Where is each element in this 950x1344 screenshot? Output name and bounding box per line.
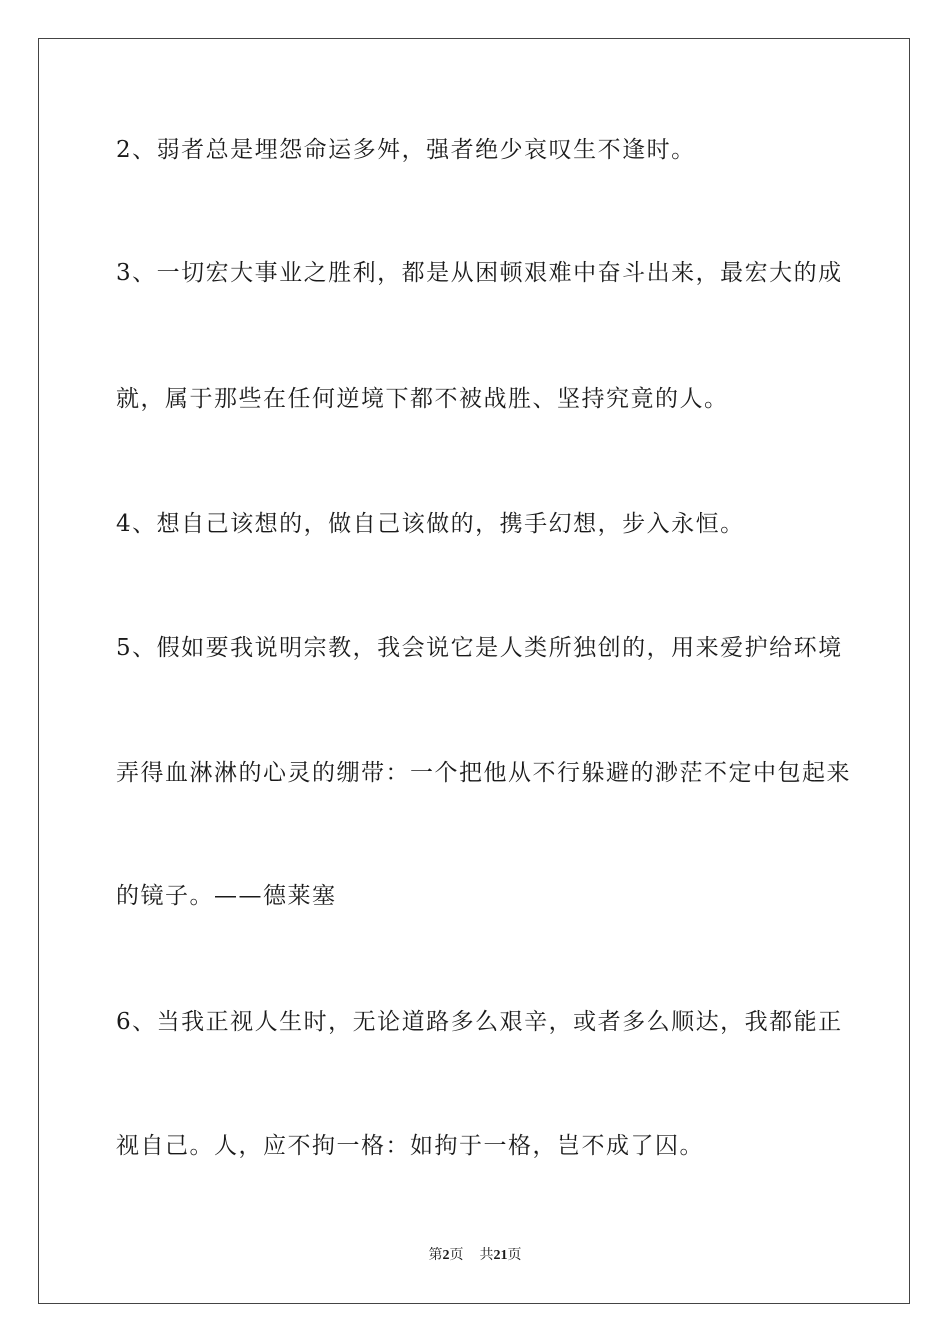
total-pages: 21 [493,1248,508,1263]
paragraph-line: 3、一切宏大事业之胜利，都是从困顿艰难中奋斗出来，最宏大的成 [116,260,843,286]
paragraph-line: 视自己。人，应不拘一格：如拘于一格，岂不成了囚。 [116,1133,704,1159]
page-footer [0,1247,950,1265]
paragraph-line: 就，属于那些在任何逆境下都不被战胜、坚持究竟的人。 [116,386,729,412]
paragraph-line: 弄得血淋淋的心灵的绷带：一个把他从不行躲避的渺茫不定中包起来 [116,760,851,786]
paragraph-line: 的镜子。——德莱塞 [116,883,337,909]
total-suffix: 页 [507,1248,522,1263]
paragraph-line: 2、弱者总是埋怨命运多舛，强者绝少哀叹生不逢时。 [116,137,696,163]
paragraph-line: 5、假如要我说明宗教，我会说它是人类所独创的，用来爱护给环境 [116,635,843,661]
paragraph-line: 4、想自己该想的，做自己该做的，携手幻想，步入永恒。 [116,511,745,537]
total-prefix: 共 [479,1248,494,1263]
page-border [38,38,910,1304]
page-suffix: 页 [449,1248,464,1263]
page-number: 2 [442,1248,450,1263]
page-prefix: 第 [428,1248,443,1263]
paragraph-line: 6、当我正视人生时，无论道路多么艰辛，或者多么顺达，我都能正 [116,1009,843,1035]
